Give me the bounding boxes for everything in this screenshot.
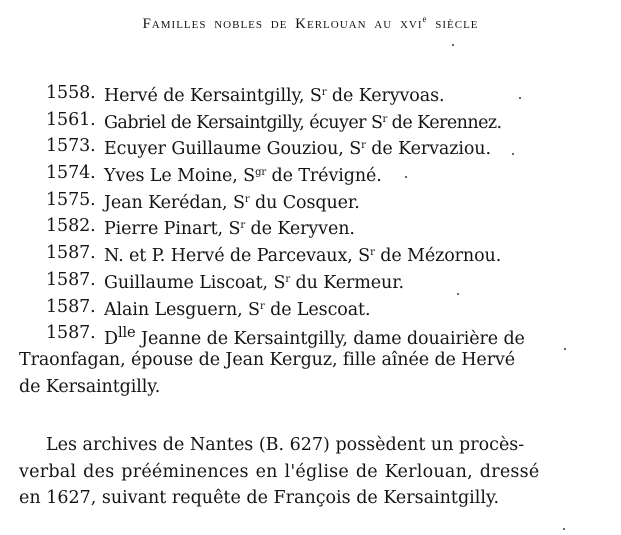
list-item (0, 133, 621, 160)
entry-text: $D^{lle}$ Jeanne de Kersaintgilly, dame douairière de (104, 324, 525, 350)
list-item (0, 294, 621, 321)
print-speck (452, 44, 454, 46)
entry-year: 1587. (46, 269, 96, 290)
entry-continuation-line: Traonfagan, épouse de Jean Kerguz, fille aînée de Hervé (19, 349, 516, 370)
print-speck (563, 528, 565, 530)
entry-year: 1587. (46, 323, 96, 344)
section-heading (0, 14, 621, 33)
list-item (0, 187, 621, 214)
entry-text: Pierre Pinart, $S^r$ de Keryven. (104, 219, 355, 240)
print-speck (512, 153, 514, 155)
list-item (0, 107, 621, 134)
heading-text-before: Familles nobles de Kerlouan au xvi (142, 16, 423, 32)
entry-year: 1574. (46, 163, 96, 184)
entry-text: N. et P. Hervé de Parcevaux, $S^r$ de Mézornou. (104, 246, 502, 267)
heading-text-after: siècle (427, 16, 479, 32)
print-speck (564, 348, 566, 350)
paragraph-line: verbal des prééminences en l'église de Kerlouan, dressé (19, 461, 540, 482)
entry-text: Yves Le Moine, $S^{gr}$ de Trévigné. (104, 166, 382, 187)
family-list (0, 80, 621, 400)
archive-paragraph (19, 432, 599, 512)
entry-year: 1575. (46, 189, 96, 210)
list-item (0, 267, 621, 294)
entry-text: Gabriel de Kersaintgilly, écuyer $S^r$ de Kerennez. (104, 112, 502, 133)
list-item (0, 240, 621, 267)
paragraph-line: en 1627, suivant requête de François de Kersaintgilly. (19, 488, 500, 509)
heading-superscript: e (422, 14, 428, 24)
entry-continuation-line: de Kersaintgilly. (19, 376, 161, 397)
list-item (0, 80, 621, 107)
print-speck (457, 293, 459, 295)
list-item-long (0, 320, 621, 400)
print-speck (405, 176, 407, 178)
entry-year: 1587. (46, 243, 96, 264)
entry-text: Jean Kerédan, $S^r$ du Cosquer. (104, 192, 360, 213)
entry-year: 1582. (46, 216, 96, 237)
print-speck (519, 97, 521, 99)
entry-text: Guillaume Liscoat, $S^r$ du Kermeur. (104, 272, 405, 293)
paragraph-line: Les archives de Nantes (B. 627) possèdent un procès- (46, 435, 525, 455)
list-item (0, 160, 621, 187)
entry-year: 1561. (46, 109, 96, 130)
entry-text: Hervé de Kersaintgilly, $S^r$ de Keryvoas. (104, 86, 445, 106)
entry-year: 1558. (46, 83, 96, 103)
entry-year: 1587. (46, 296, 96, 317)
entry-text: Ecuyer Guillaume Gouziou, $S^r$ de Kervaziou. (104, 139, 491, 160)
entry-first-line (0, 320, 621, 350)
entry-text: Alain Lesguern, $S^r$ de Lescoat. (104, 299, 371, 320)
entry-year: 1573. (46, 136, 96, 157)
list-item (0, 213, 621, 240)
